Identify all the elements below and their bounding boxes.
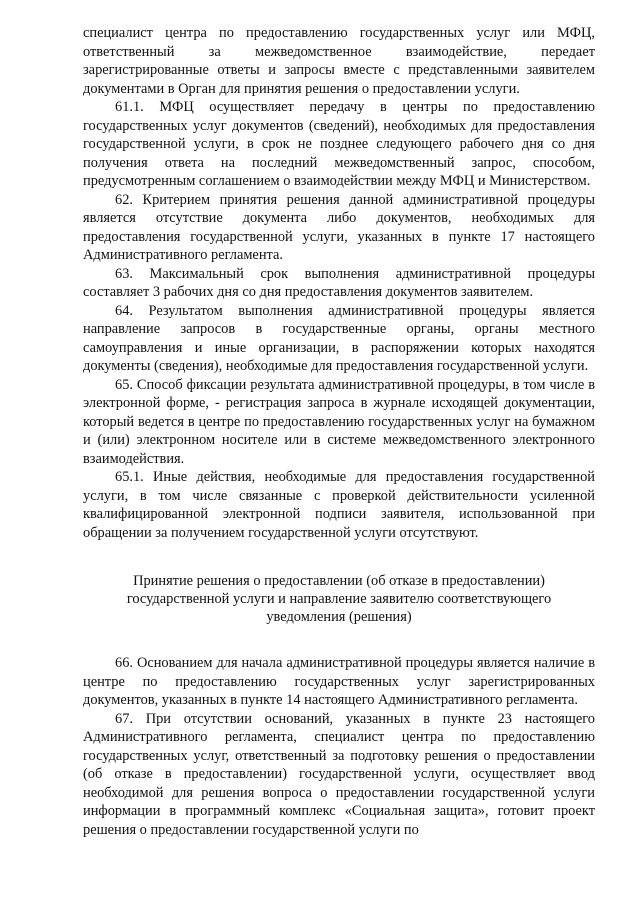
paragraph-65-1: 65.1. Иные действия, необходимые для предоставления государственной услуги, в том числе связанные с проверкой действительности усиленной квалифицированной электронной подписи заявителя, использованной при обращении за получением государственной услуги отсутствуют. <box>83 469 595 541</box>
section-heading <box>83 572 595 626</box>
paragraph-66: 66. Основанием для начала административной процедуры является наличие в центре по предоставлению государственных услуг зарегистрированных документов, указанных в пункте 14 настоящего Административного регламента. <box>83 655 595 708</box>
paragraph-63: 63. Максимальный срок выполнения административной процедуры составляет 3 рабочих дня со дня предоставления документов заявителем. <box>83 265 595 300</box>
section-heading-line-1: Принятие решения о предоставлении (об отказе в предоставлении) <box>133 573 545 589</box>
section-heading-line-3: уведомления (решения) <box>266 609 412 625</box>
paragraphs-top <box>83 24 595 542</box>
document-body <box>83 24 595 839</box>
paragraph-67: 67. При отсутствии оснований, указанных в пункте 23 настоящего Административного регламента, специалист центра по предоставлению государственных услуг, ответственный за подготовку решения о предоставлении (об отказе в предоставлении) государственной услуги, осуществляет ввод необходимой для решения вопроса о предоставлении государственной услуги информации в программный комплекс «Социальная защита», готовит проект решения о предоставлении государственной услуги по <box>83 710 595 838</box>
paragraph-61-1: 61.1. МФЦ осуществляет передачу в центры по предоставлению государственных услуг документов (сведений), необходимых для предоставления государственной услуги, в срок не позднее следующего рабочего дня со дня получения ответа на последний межведомственный запрос, способом, предусмотренным соглашением о взаимодействии между МФЦ и Министерством. <box>83 99 595 189</box>
paragraph-62: 62. Критерием принятия решения данной административной процедуры является отсутствие документа либо документов, необходимых для предоставления государственной услуги, указанных в пункте 17 настоящего Административного регламента. <box>83 191 595 263</box>
paragraph-65: 65. Способ фиксации результата административной процедуры, в том числе в электронной форме, - регистрация запроса в журнале исходящей документации, который ведется в центре по предоставлению государственных услуг на бумажном и (или) электронном носителе или в системе межведомственного электронного взаимодействия. <box>83 376 595 467</box>
paragraphs-bottom <box>83 654 595 839</box>
section-heading-line-2: государственной услуги и направление заявителю соответствующего <box>126 591 552 607</box>
paragraph-64: 64. Результатом выполнения административной процедуры является направление запросов в государственные органы, органы местного самоуправления и иные организации, в распоряжении которых находятся документы (сведения), необходимые для предоставления государственной услуги. <box>83 302 595 374</box>
paragraph-cont: специалист центра по предоставлению государственных услуг или МФЦ, ответственный за межведомственное взаимодействие, передает зарегистрированные ответы и запросы вместе с представленными заявителем документами в Орган для принятия решения о предоставлении услуги. <box>83 25 595 97</box>
